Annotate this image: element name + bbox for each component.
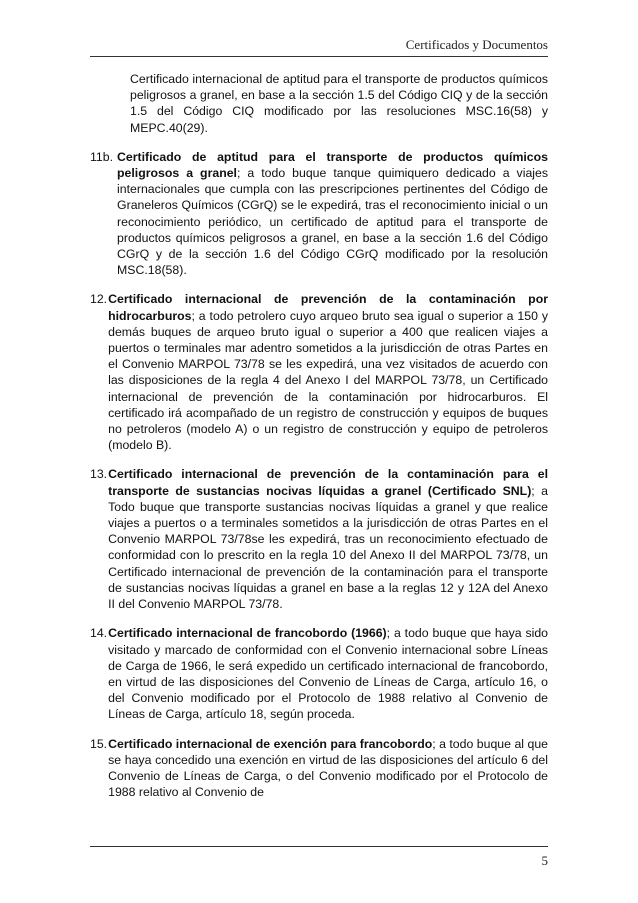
intro-paragraph: Certificado internacional de aptitud para el transporte de productos químicos peligrosos a granel, en base a la sección 1.5 del Código CIQ y de la sección 1.5 del Código CIQ modificado por las resoluciones MSC.16(58) y MEPC.40(29). <box>130 72 548 135</box>
list-item-body <box>108 736 548 801</box>
list-item-text: ; a todo petrolero cuyo arqueo bruto sea igual o superior a 150 y demás buques de arqueo bruto igual o superior a 400 que realicen viajes a puertos o terminales mar adentro sometidos a la jurisdicción de otras Partes en el Convenio MARPOL 73/78 se les expedirá, una vez visitados de acuerdo con las disposiciones de la regla 4 del Anexo I del MARPOL 73/78, un Certificado internacional de prevención de la contaminación por hidrocarburos. El certificado irá acompañado de un registro de construcción y equipos de buques no petroleros (modelo A) o un registro de construcción y equipo de petroleros (modelo B). <box>108 308 548 453</box>
footer-rule <box>90 846 548 847</box>
list-item-text: ; a todo buque al que se haya concedido una exención en virtud de las disposiciones del artículo 6 del Convenio de Líneas de Carga, o del Convenio modificado por el Protocolo de 1988 relativo al Convenio de <box>108 736 548 800</box>
list-item-body <box>108 625 548 722</box>
list-item-15 <box>90 736 548 801</box>
list-item-number: 11b. <box>90 149 114 164</box>
list-item-13 <box>90 466 548 612</box>
list-item-number: 12. <box>90 292 108 307</box>
list-item-number: 15. <box>90 736 108 751</box>
list-item-text: ; a Todo buque que transporte sustancias nocivas líquidas a granel y que realice viajes a puertos o a terminales sometidos a la jurisdicción de otras Partes en el Convenio MARPOL 73/78se les expedirá, tras un reconocimiento efectuado de conformidad con lo prescrito en la regla 10 del Anexo II del MARPOL 73/78, un Certificado internacional de prevención de la contaminación para el transporte de sustancias nocivas líquidas a granel en base a la reglas 12 y 12A del Anexo II del Convenio MARPOL 73/78. <box>108 483 548 612</box>
list-item-12 <box>90 291 548 453</box>
header-rule <box>90 56 548 57</box>
list-item-14 <box>90 625 548 722</box>
list-item-title: Certificado internacional de prevención de la contaminación por hidrocarburos <box>108 292 548 323</box>
list-item-11b <box>90 149 548 279</box>
running-header: Certificados y Documentos <box>405 37 548 52</box>
list-item-body <box>108 291 548 453</box>
list-item-text: ; a todo buque que haya sido visitado y marcado de conformidad con el Convenio internacional sobre Líneas de Carga de 1966, le será expedido un certificado internacional de francobordo, en virtud de las disposiciones del Convenio de Líneas de Carga, artículo 16, o del Convenio modificado por el Protocolo de 1988 relativo al Convenio de Líneas de Carga, artículo 18, según proceda. <box>108 626 548 722</box>
list-item-text: ; a todo buque tanque quimiquero dedicado a viajes internacionales que cumpla con las prescripciones pertinentes del Código de Graneleros Químicos (CGrQ) se le expedirá, tras el reconocimiento inicial o un reconocimiento periódico, un certificado de aptitud para el transporte de productos químicos peligrosos a granel, en base a la sección 1.6 del Código CGrQ y de la sección 1.6 del Código CGrQ modificado por la resolución MSC.18(58). <box>117 166 548 278</box>
list-item-number: 13. <box>90 467 108 482</box>
list-item-number: 14. <box>90 626 108 641</box>
list-item-title: Certificado internacional de francobordo (1966) <box>108 626 387 641</box>
document-body <box>90 71 548 800</box>
page-number: 5 <box>541 853 548 868</box>
list-item-title: Certificado internacional de exención para francobordo <box>108 736 433 751</box>
list-item-title: Certificado internacional de prevención de la contaminación para el transporte de sustancias nocivas líquidas a granel (Certificado SNL) <box>108 467 548 498</box>
list-item-body <box>108 466 548 612</box>
list-item-body <box>117 149 548 279</box>
list-item-title: Certificado de aptitud para el transporte de productos químicos peligrosos a granel <box>117 149 548 181</box>
